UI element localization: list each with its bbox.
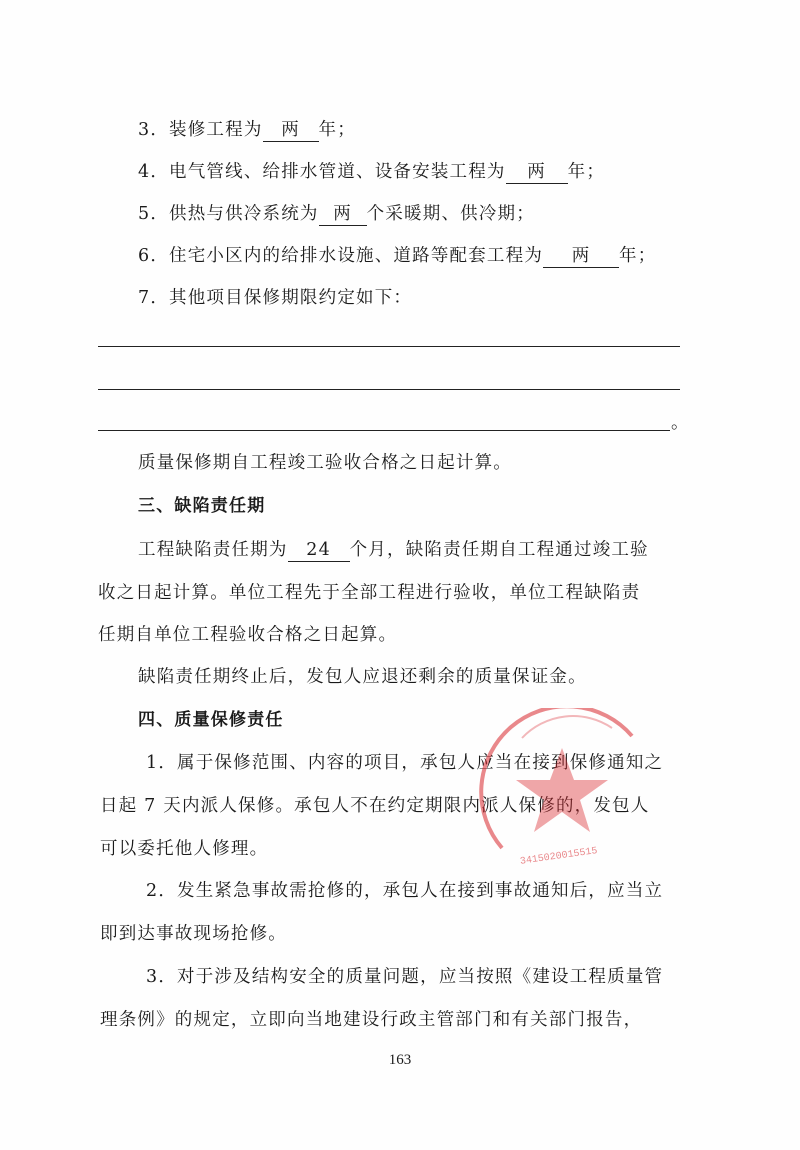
section-4-p2-line1: 2．发生紧急事故需抢修的，承包人在接到事故通知后，应当立 (146, 881, 664, 901)
item-4: 4．电气管线、给排水管道、设备安装工程为 两 年； (138, 162, 606, 182)
company-seal (462, 708, 662, 868)
item-3: 3．装修工程为 两 年； (138, 120, 356, 140)
item-6-value: 两 (543, 245, 619, 268)
page-number: 163 (388, 1052, 412, 1068)
blank-line-2 (98, 389, 680, 390)
section-4-heading: 四、质量保修责任 (138, 710, 284, 730)
blank-end-mark: 。 (671, 413, 690, 433)
section-4-p1-line1: 1．属于保修范围、内容的项目，承包人应当在接到保修通知之 (146, 753, 664, 773)
blank-line-3 (98, 430, 670, 431)
section-4-p1-line2: 日起 7 天内派人保修。承包人不在约定期限内派人保修的，发包人 (100, 796, 650, 816)
section-4-p3-line1: 3．对于涉及结构安全的质量问题，应当按照《建设工程质量管 (146, 967, 664, 987)
warranty-calculation: 质量保修期自工程竣工验收合格之日起计算。 (138, 453, 512, 473)
section-3-p1-line1: 工程缺陷责任期为 24 个月，缺陷责任期自工程通过竣工验 (138, 540, 649, 560)
item-4-value: 两 (506, 161, 568, 184)
seal-inner-arc (522, 716, 612, 738)
section-3-p2: 缺陷责任期终止后，发包人应退还剩余的质量保证金。 (138, 667, 587, 687)
item-5: 5．供热与供冷系统为 两 个采暖期、供冷期； (138, 204, 535, 224)
item-7: 7．其他项目保修期限约定如下： (138, 288, 413, 308)
seal-ring-arc (481, 708, 632, 848)
section-4-p2-line2: 即到达事故现场抢修。 (100, 924, 287, 944)
item-6: 6．住宅小区内的给排水设施、道路等配套工程为 两 年； (138, 246, 657, 266)
item-3-value: 两 (263, 119, 319, 142)
section-3-p1-line3: 任期自单位工程验收合格之日起算。 (98, 625, 398, 645)
item-5-value: 两 (319, 203, 367, 226)
section-4-p1-line3: 可以委托他人修理。 (100, 839, 269, 859)
section-3-heading: 三、缺陷责任期 (138, 496, 266, 516)
defect-period-months: 24 (288, 539, 350, 562)
section-3-p1-line2: 收之日起计算。单位工程先于全部工程进行验收，单位工程缺陷责 (98, 583, 641, 603)
blank-line-1 (98, 346, 680, 347)
seal-number: 3415020015515 (519, 846, 599, 868)
section-4-p3-line2: 理条例》的规定，立即向当地建设行政主管部门和有关部门报告， (100, 1010, 643, 1030)
